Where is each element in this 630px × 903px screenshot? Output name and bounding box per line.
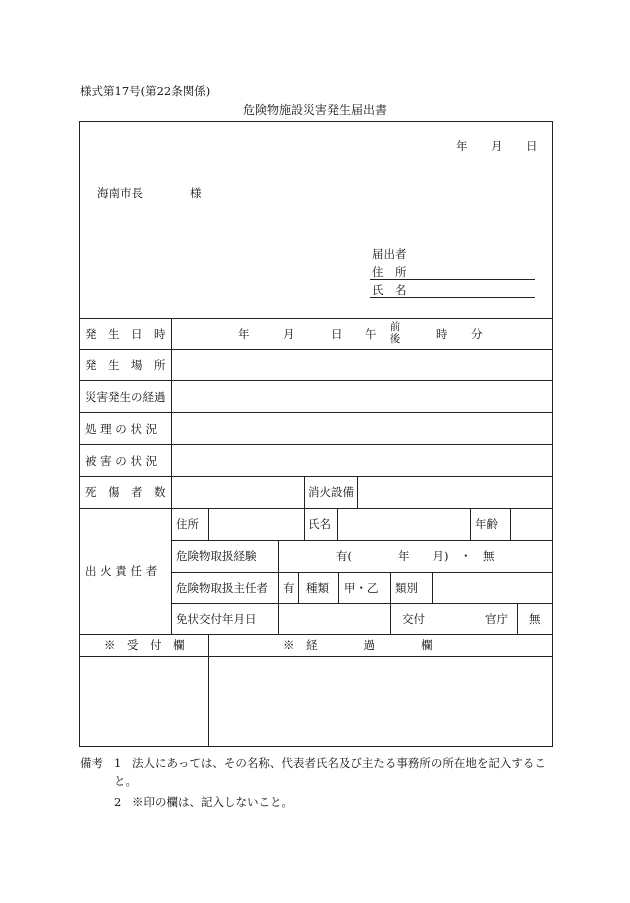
label-fire-equipment: 消火設備 [308,485,354,499]
label-responsible-person: 出 火 責 任 者 [85,564,158,578]
dt-day: 日 [331,327,343,341]
form-number: 様式第17号(第22条関係) [80,84,211,98]
date-day-label: 日 [526,139,538,153]
resp-supervisor-yes: 有 [283,581,295,595]
address-label: 住 所 [372,265,407,279]
dt-after: 後 [389,333,401,345]
label-location: 発 生 場 所 [85,358,166,372]
reception-column-header: ※ 受 付 欄 [104,638,185,652]
resp-age-label: 年齢 [475,517,498,531]
resp-category-label: 類別 [395,581,418,595]
remark-1-text: 法人にあっては、その名称、代表者氏名及び主たる事務所の所在地を記入するこ [132,756,546,770]
dt-am: 午 [365,327,377,341]
remark-1-number: 1 [114,756,122,770]
resp-experience-value: 有( 年 月) ・ 無 [336,549,495,563]
document-title: 危険物施設災害発生届出書 [242,103,387,117]
dt-minute: 分 [471,327,483,341]
resp-type-label: 種類 [306,581,329,595]
label-damage: 被 害 の 状 況 [85,454,158,468]
dt-month: 月 [283,327,295,341]
addressee: 海南市長 [97,186,143,200]
name-label: 氏 名 [372,283,407,297]
form-frame [79,121,553,747]
dt-year: 年 [238,327,250,341]
notifier-label: 届出者 [372,247,407,261]
dt-hour: 時 [436,327,448,341]
resp-office-label: 官庁 [485,612,508,626]
remark-2-number: 2 [114,795,122,809]
name-underline[interactable] [370,297,535,298]
label-occurrence-datetime: 発 生 日 時 [85,327,166,341]
resp-none-label: 無 [529,612,541,626]
remarks-label: 備考 [80,756,103,770]
address-underline[interactable] [370,279,535,280]
date-year-label: 年 [456,139,468,153]
resp-supervisor-label: 危険物取扱主任者 [176,581,268,595]
label-process: 災害発生の経過 [85,390,166,404]
resp-address-label: 住所 [176,517,199,531]
resp-license-date-label: 免状交付年月日 [176,612,257,626]
date-month-label: 月 [491,139,503,153]
label-casualties: 死 傷 者 数 [85,485,166,499]
honorific: 様 [190,186,202,200]
label-handling: 処 理 の 状 況 [85,422,158,436]
remark-2-text: ※印の欄は、記入しないこと。 [132,795,293,809]
dt-before: 前 [389,321,401,333]
remark-1-continuation: と。 [114,774,137,788]
resp-issued-label: 交付 [402,612,425,626]
resp-type-value: 甲・乙 [344,581,379,595]
resp-experience-label: 危険物取扱経験 [176,549,257,563]
resp-name-label: 氏名 [308,517,331,531]
progress-column-header: ※ 経 過 欄 [283,638,433,652]
dt-before-after [388,321,402,345]
